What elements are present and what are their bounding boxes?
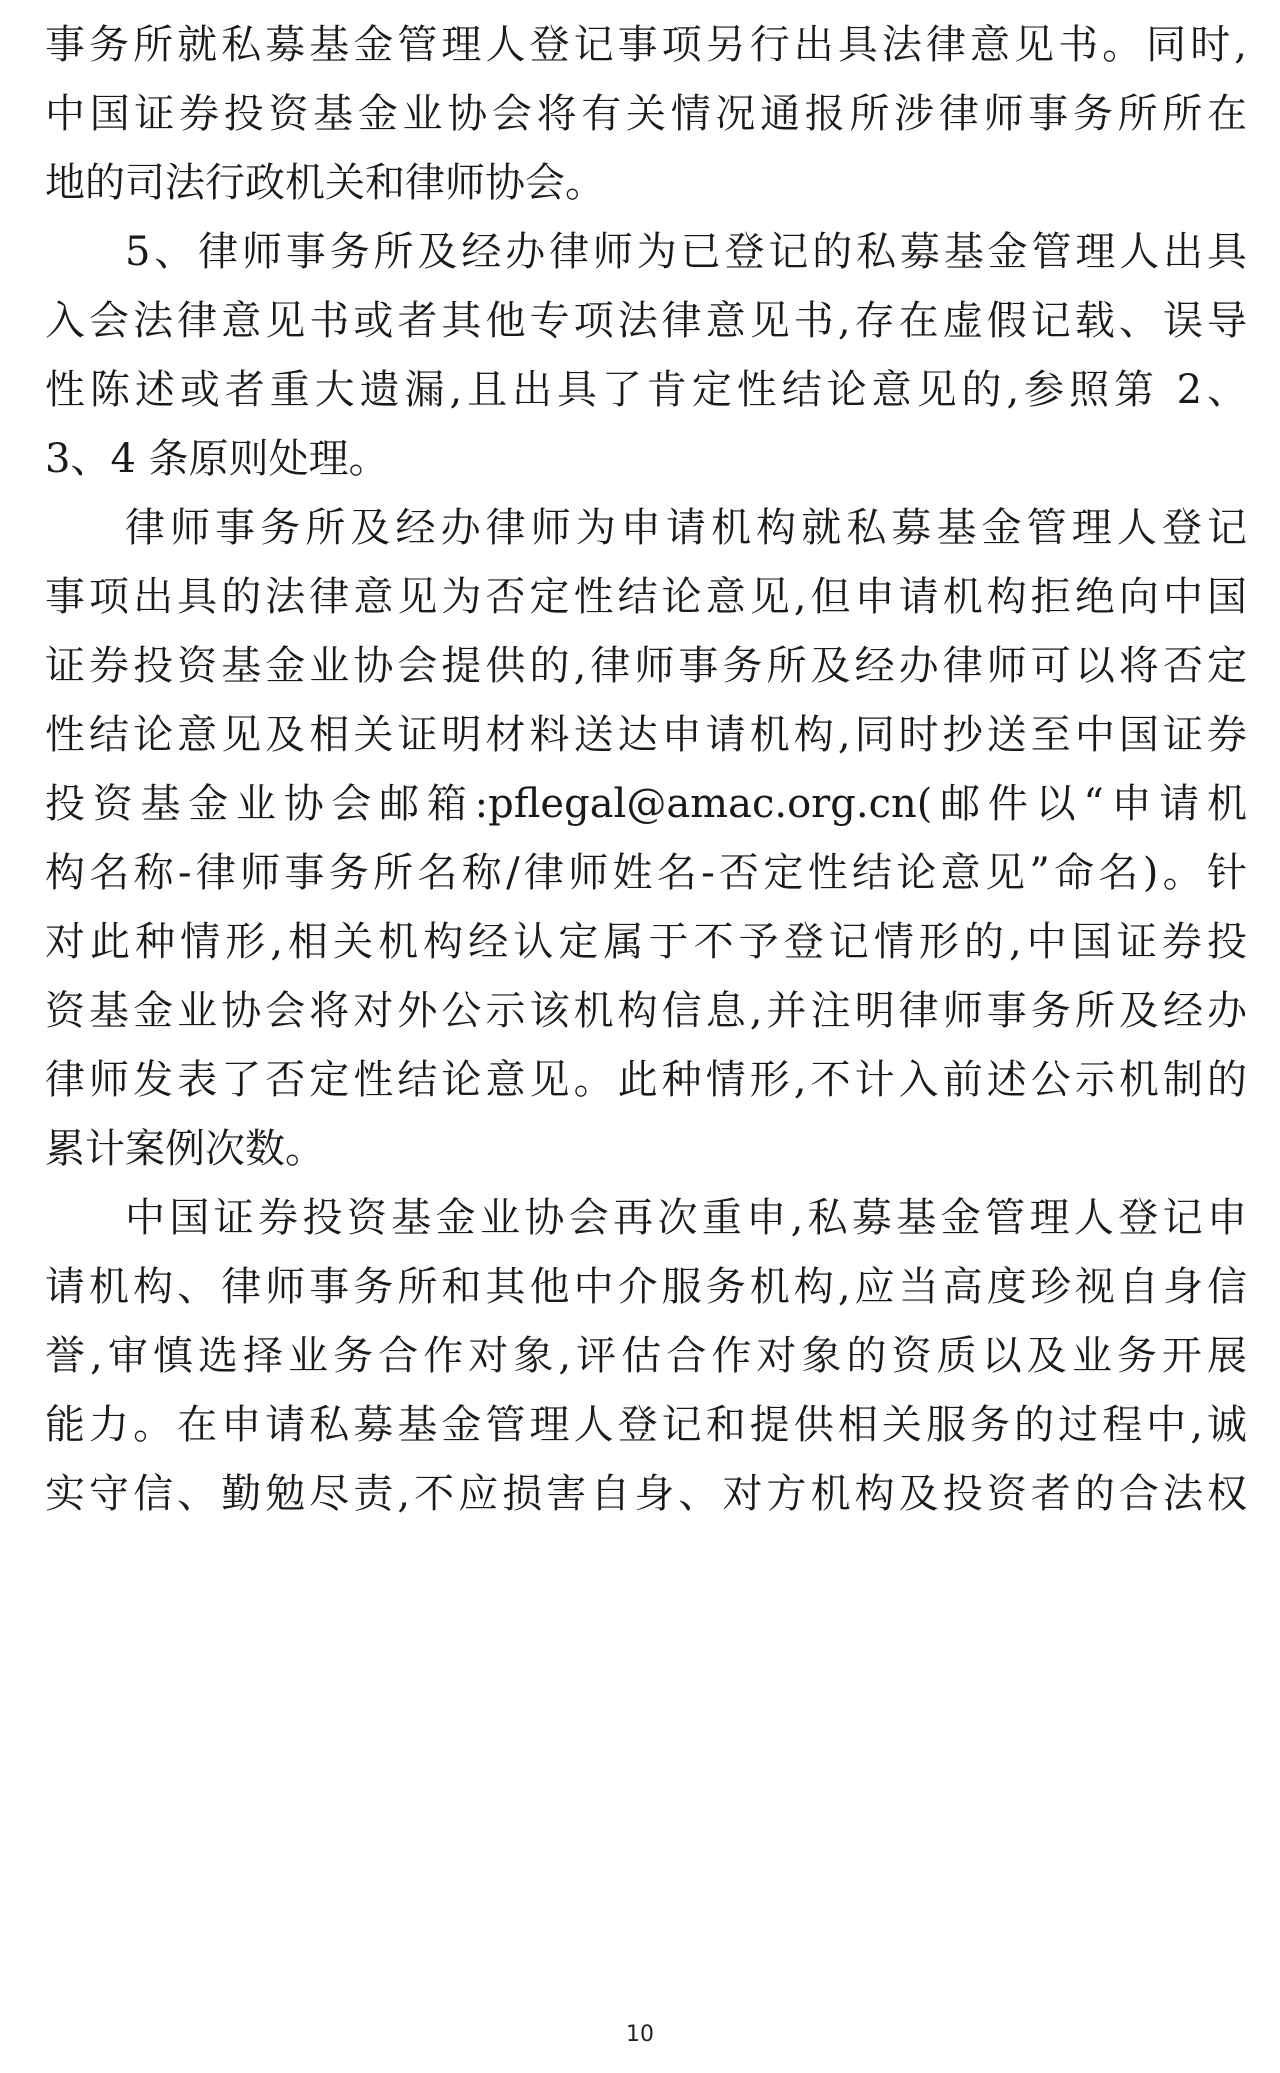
text-line: 性结论意见及相关证明材料送达申请机构,同时抄送至中国证券 [45,712,1247,758]
text-line: 律师发表了否定性结论意见。此种情形,不计入前述公示机制的 [45,1057,1247,1103]
text-line: 誉,审慎选择业务合作对象,评估合作对象的资质以及业务开展 [45,1333,1247,1379]
text-line: 性陈述或者重大遗漏,且出具了肯定性结论意见的,参照第 2、 [45,367,1247,413]
text-line: 能力。在申请私募基金管理人登记和提供相关服务的过程中,诚 [45,1402,1247,1448]
page-number: 10 [626,2022,654,2047]
text-line: 3、4 条原则处理。 [45,436,389,482]
text-line: 证券投资基金业协会提供的,律师事务所及经办律师可以将否定 [45,643,1247,689]
text-line: 资基金业协会将对外公示该机构信息,并注明律师事务所及经办 [45,988,1247,1034]
text-line: 实守信、勤勉尽责,不应损害自身、对方机构及投资者的合法权 [45,1471,1247,1517]
document-page [45,0,1247,2073]
text-line: 事项出具的法律意见为否定性结论意见,但申请机构拒绝向中国 [45,574,1247,620]
text-line: 中国证券投资基金业协会将有关情况通报所涉律师事务所所在 [45,91,1247,137]
text-line: 投资基金业协会邮箱:pflegal@amac.org.cn(邮件以“申请机 [45,781,1247,827]
text-line: 请机构、律师事务所和其他中介服务机构,应当高度珍视自身信 [45,1264,1247,1310]
text-line: 构名称-律师事务所名称/律师姓名-否定性结论意见”命名)。针 [45,850,1247,896]
text-line: 5、律师事务所及经办律师为已登记的私募基金管理人出具 [125,229,1247,275]
text-line: 地的司法行政机关和律师协会。 [45,160,605,206]
text-line: 累计案例次数。 [45,1126,325,1172]
text-line: 事务所就私募基金管理人登记事项另行出具法律意见书。同时, [45,22,1247,68]
text-line: 律师事务所及经办律师为申请机构就私募基金管理人登记 [125,505,1247,551]
text-line: 中国证券投资基金业协会再次重申,私募基金管理人登记申 [125,1195,1247,1241]
text-line: 对此种情形,相关机构经认定属于不予登记情形的,中国证券投 [45,919,1247,965]
text-line: 入会法律意见书或者其他专项法律意见书,存在虚假记载、误导 [45,298,1247,344]
